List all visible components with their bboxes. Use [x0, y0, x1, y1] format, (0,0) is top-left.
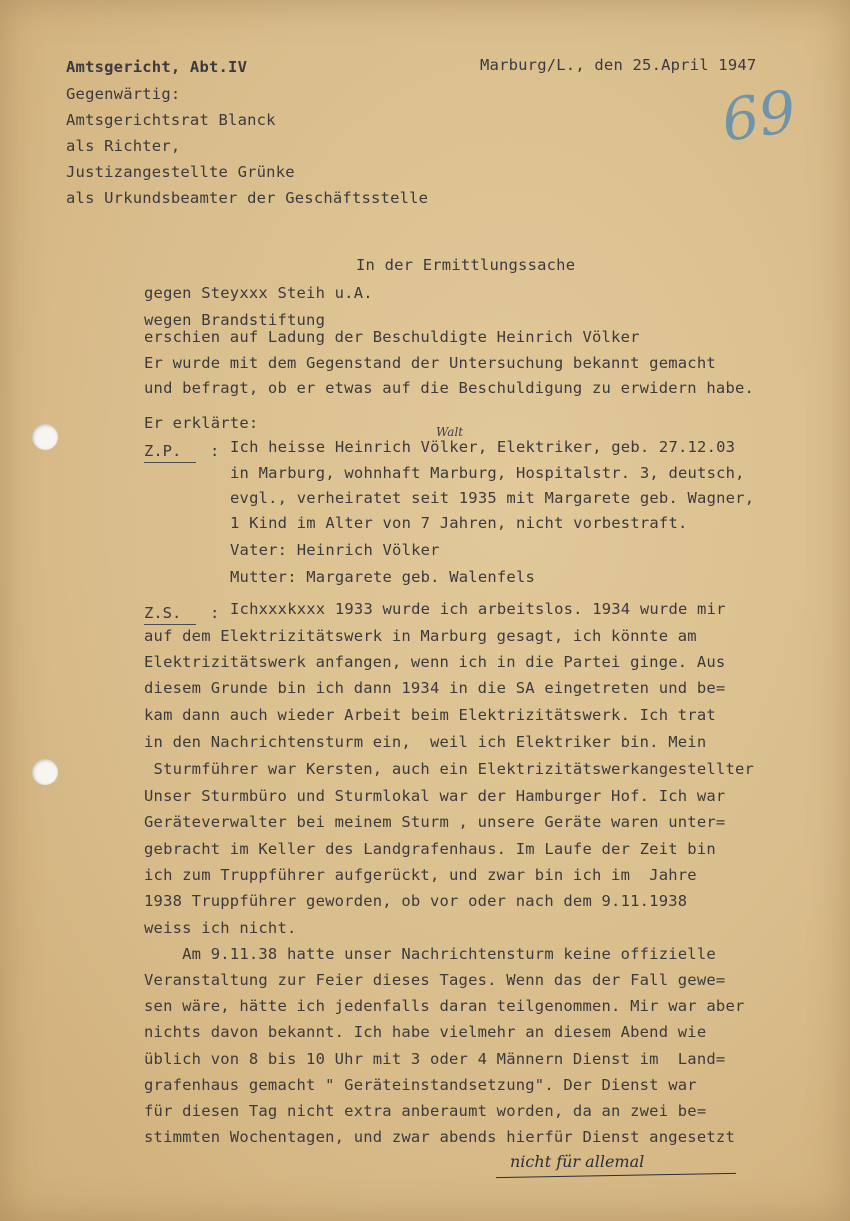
- zs-line-6: Sturmführer war Kersten, auch ein Elektrizitätswerkangestellter: [144, 760, 755, 778]
- zs-line-4: kam dann auch wieder Arbeit beim Elektrizitätswerk. Ich trat: [144, 706, 716, 724]
- case-charge: wegen Brandstiftung: [144, 311, 326, 329]
- zs-line-3: diesem Grunde bin ich dann 1934 in die SA eingetreten und be=: [144, 679, 726, 697]
- zp-line-2: in Marburg, wohnhaft Marburg, Hospitalstr. 3, deutsch,: [230, 464, 745, 482]
- zs-line-16: nichts davon bekannt. Ich habe vielmehr an diesem Abend wie: [144, 1023, 707, 1041]
- zs-line-7: Unser Sturmbüro und Sturmlokal war der Hamburger Hof. Ich war: [144, 787, 726, 805]
- zs-first-line: Ichxxxkxxx 1933 wurde ich arbeitslos. 1934 wurde mir: [230, 600, 726, 618]
- zs-line-18: grafenhaus gemacht " Geräteinstandsetzung". Der Dienst war: [144, 1076, 697, 1094]
- judge-role: als Richter,: [66, 137, 181, 155]
- case-appeared: erschien auf Ladung der Beschuldigte Heinrich Völker: [144, 328, 640, 346]
- zs-underline: [144, 624, 196, 625]
- zs-line-17: üblich von 8 bis 10 Uhr mit 3 oder 4 Männern Dienst im Land=: [144, 1050, 726, 1068]
- judge-name: Amtsgerichtsrat Blanck: [66, 111, 276, 129]
- case-against: gegen Steyxxx Steih u.A.: [144, 284, 373, 302]
- punch-hole-top: [32, 424, 58, 450]
- zp-underline: [144, 462, 196, 463]
- zs-colon: :: [210, 604, 220, 622]
- zs-line-2: Elektrizitätswerk anfangen, wenn ich in die Partei ginge. Aus: [144, 653, 726, 671]
- zs-line-14: Veranstaltung zur Feier dieses Tages. Wenn das der Fall gewe=: [144, 971, 726, 989]
- zs-line-19: für diesen Tag nicht extra anberaumt worden, da an zwei be=: [144, 1102, 707, 1120]
- zs-line-15: sen wäre, hätte ich jedenfalls daran teilgenommen. Mir war aber: [144, 997, 745, 1015]
- zs-label: Z.S.: [144, 604, 182, 622]
- zp-line-6: Mutter: Margarete geb. Walenfels: [230, 568, 536, 586]
- case-asked: und befragt, ob er etwas auf die Beschuldigung zu erwidern habe.: [144, 379, 755, 397]
- case-title: In der Ermittlungssache: [356, 256, 576, 274]
- clerk-role: als Urkundsbeamter der Geschäftsstelle: [66, 189, 429, 207]
- zp-label: Z.P.: [144, 442, 182, 460]
- present-label: Gegenwärtig:: [66, 85, 181, 103]
- zp-line-3: evgl., verheiratet seit 1935 mit Margarete geb. Wagner,: [230, 489, 755, 507]
- zp-line-4: 1 Kind im Alter von 7 Jahren, nicht vorbestraft.: [230, 514, 688, 532]
- zp-interlinear-correction: Walt: [436, 425, 464, 439]
- zs-line-10: ich zum Truppführer aufgerückt, und zwar bin ich im Jahre: [144, 866, 697, 884]
- zp-colon: :: [210, 442, 220, 460]
- place-date: Marburg/L., den 25.April 1947: [480, 56, 757, 74]
- zs-line-5: in den Nachrichtensturm ein, weil ich Elektriker bin. Mein: [144, 733, 707, 751]
- case-declared: Er erklärte:: [144, 414, 259, 432]
- zp-line-1: Ich heisse Heinrich Völker, Elektriker, geb. 27.12.03: [230, 438, 736, 456]
- zs-line-12: weiss ich nicht.: [144, 919, 297, 937]
- handwritten-note: nicht für allemal: [510, 1152, 645, 1171]
- zs-line-1: auf dem Elektrizitätswerk in Marburg gesagt, ich könnte am: [144, 627, 697, 645]
- zp-line-5: Vater: Heinrich Völker: [230, 541, 440, 559]
- case-informed: Er wurde mit dem Gegenstand der Untersuchung bekannt gemacht: [144, 354, 716, 372]
- zs-line-9: gebracht im Keller des Landgrafenhaus. Im Laufe der Zeit bin: [144, 840, 716, 858]
- zs-line-8: Geräteverwalter bei meinem Sturm , unsere Geräte waren unter=: [144, 813, 726, 831]
- court-name: Amtsgericht, Abt.IV: [66, 58, 248, 76]
- zs-line-11: 1938 Truppführer geworden, ob vor oder nach dem 9.11.1938: [144, 892, 688, 910]
- punch-hole-bottom: [32, 759, 58, 785]
- folio-number: 69: [717, 77, 801, 155]
- clerk-name: Justizangestellte Grünke: [66, 163, 295, 181]
- handwritten-note-underline: [496, 1173, 736, 1178]
- zs-line-13: Am 9.11.38 hatte unser Nachrichtensturm keine offizielle: [144, 945, 716, 963]
- zs-line-20: stimmten Wochentagen, und zwar abends hierfür Dienst angesetzt: [144, 1128, 735, 1146]
